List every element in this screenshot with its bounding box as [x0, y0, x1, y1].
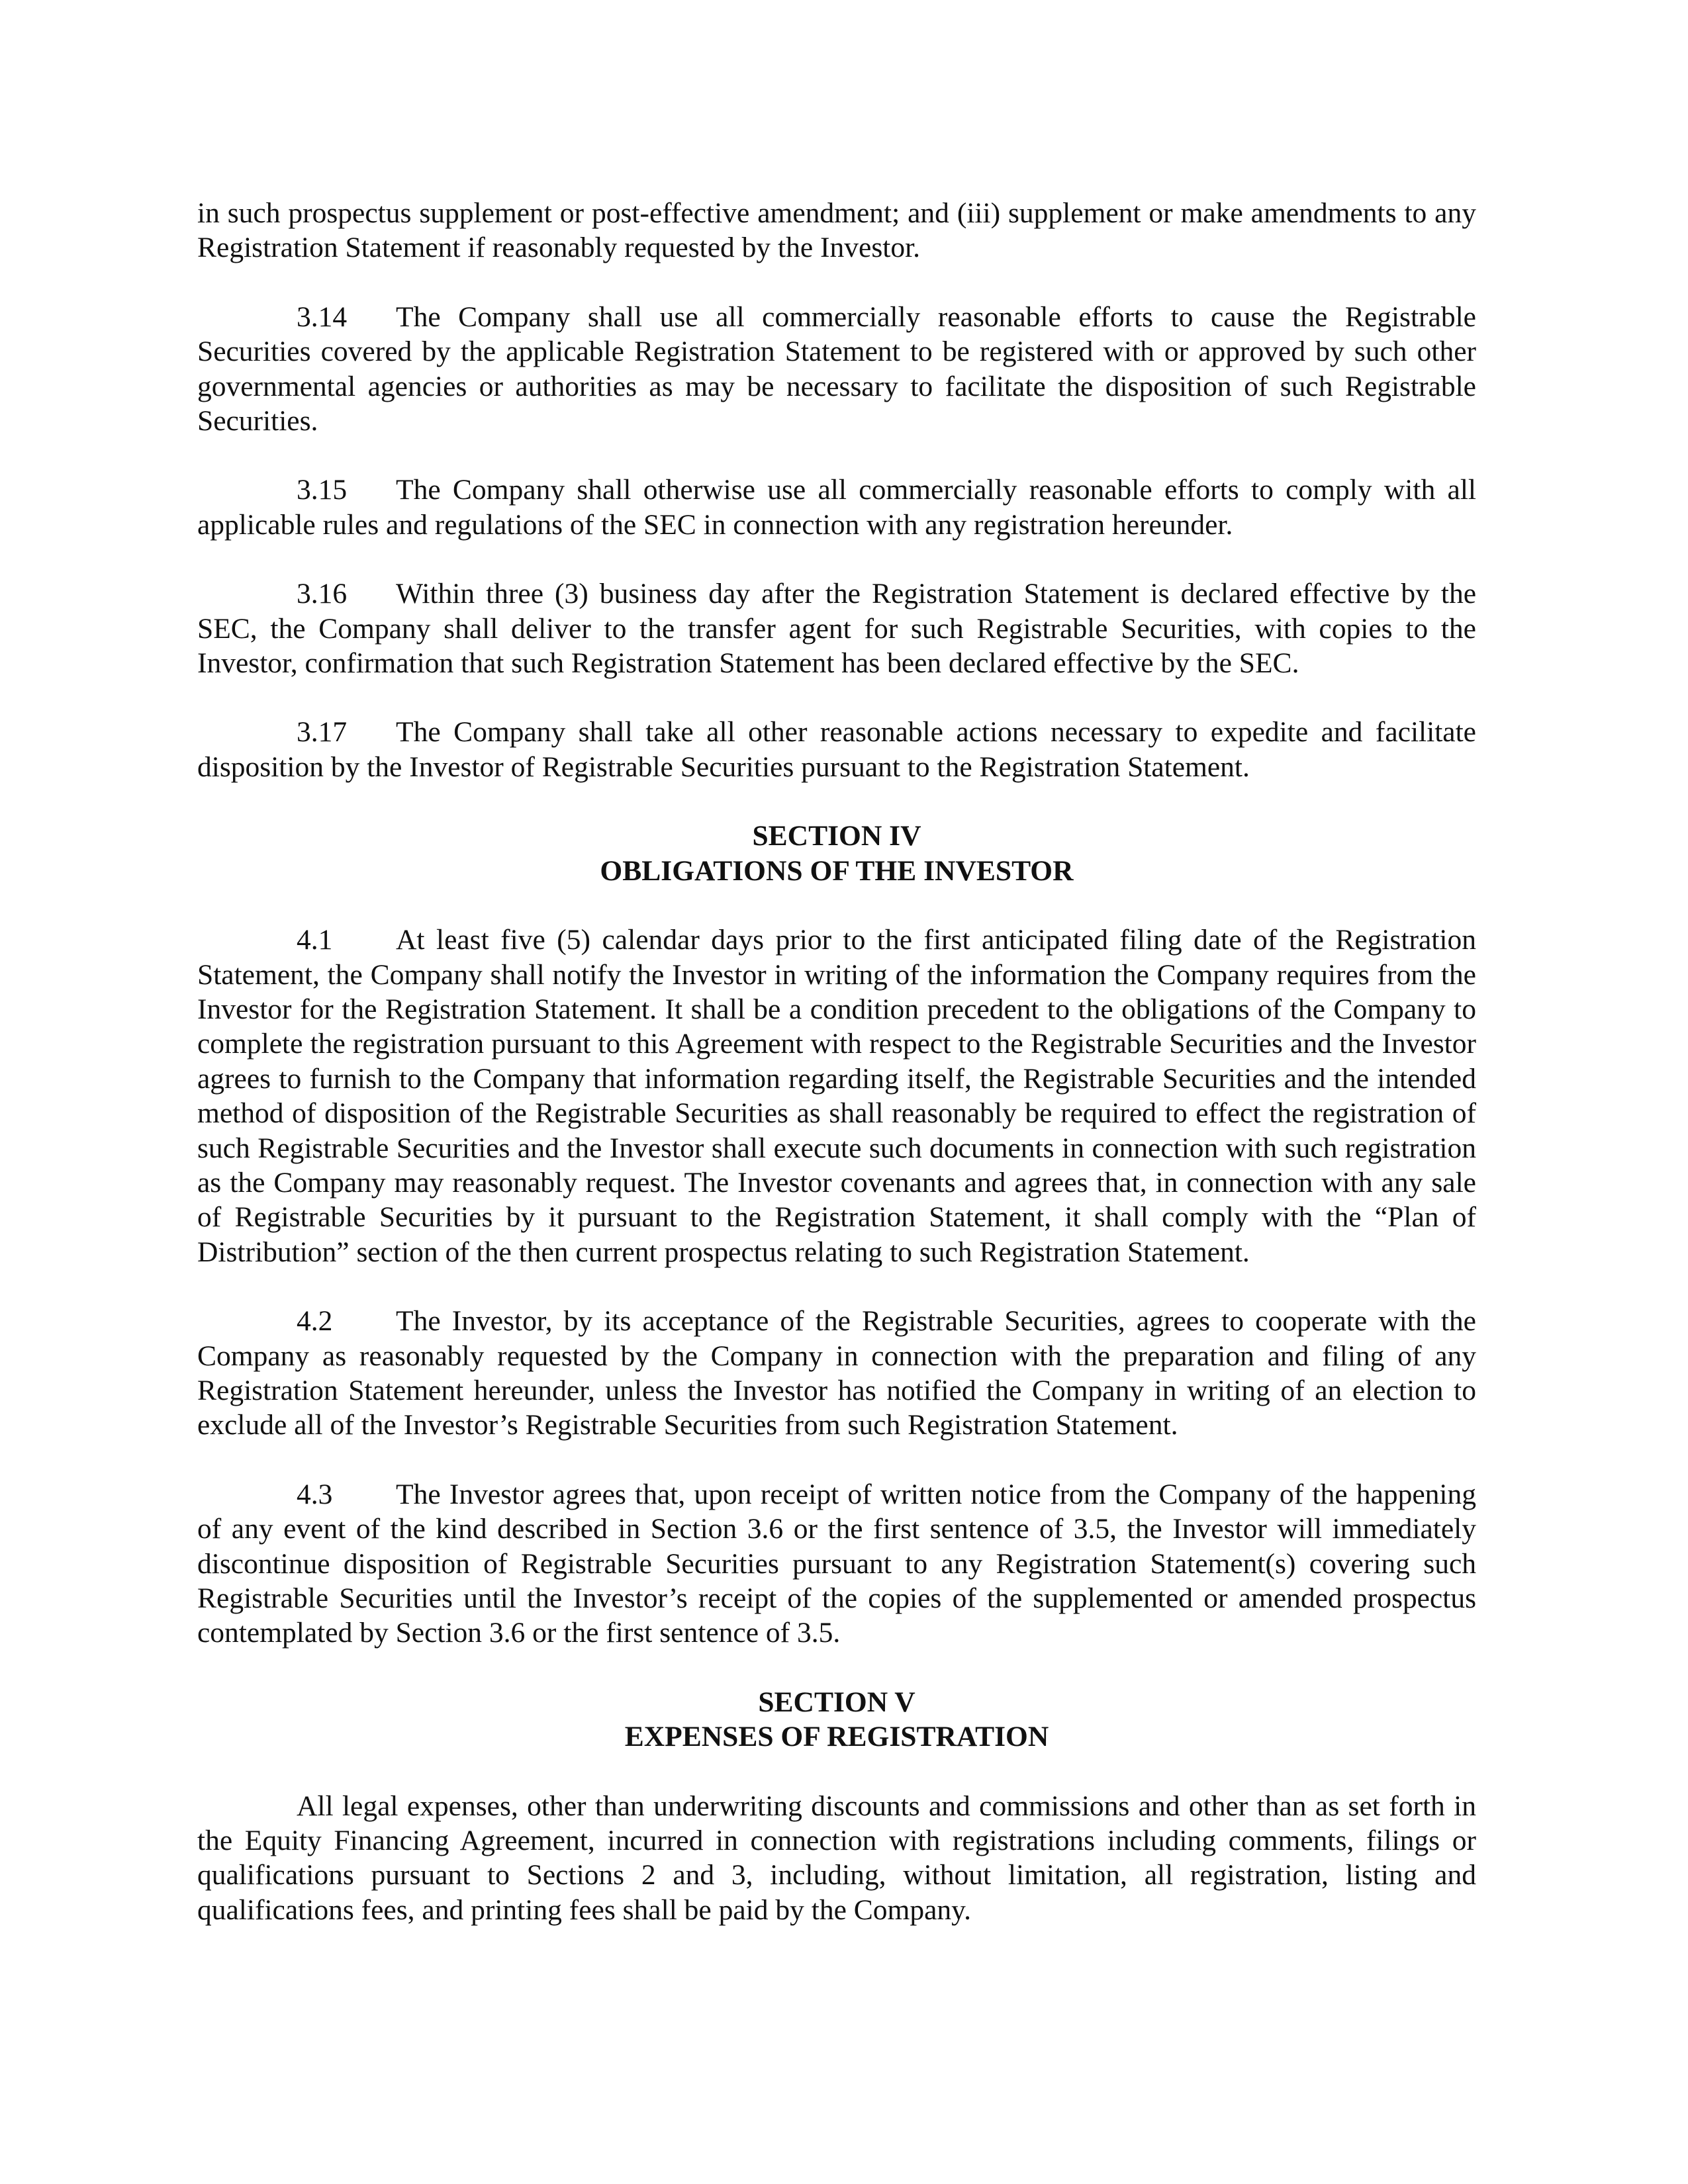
paragraph-text: Within three (3) business day after the Registration Statement is declared effective by the SEC, the Company shall deliver to the transfer agent for such Registrable Securities, with copies to the Investor, confirmation that such Registration Statement has been declared effective by the SEC.	[197, 578, 1476, 680]
expenses-paragraph: All legal expenses, other than underwriting discounts and commissions and other than as set forth in the Equity Financing Agreement, incurred in connection with registrations including comments, filings or qualifications pursuant to Sections 2 and 3, including, without limitation, all registration, listing and qualifications fees, and printing fees shall be paid by the Company.	[197, 1790, 1476, 1926]
paragraph-3-15	[197, 473, 1476, 542]
paragraph-text: At least five (5) calendar days prior to the first anticipated filing date of the Registration Statement, the Company shall notify the Investor in writing of the information the Company requires from the Investor for the Registration Statement. It shall be a condition precedent to the obligations of the Company to complete the registration pursuant to this Agreement with respect to the Registrable Securities and the Investor agrees to furnish to the Company that information regarding itself, the Registrable Securities and the intended method of disposition of the Registrable Securities as shall reasonably be required to effect the registration of such Registrable Securities and the Investor shall execute such documents in connection with such registration as the Company may reasonably request. The Investor covenants and agrees that, in connection with any sale of Registrable Securities by it pursuant to the Registration Statement, it shall comply with the “Plan of Distribution” section of the then current prospectus relating to such Registration Statement.	[197, 924, 1476, 1268]
section-title: EXPENSES OF REGISTRATION	[624, 1721, 1049, 1753]
paragraph-3-17	[197, 715, 1476, 784]
paragraph-4-1	[197, 923, 1476, 1269]
paragraph-number: 4.2	[297, 1305, 333, 1338]
paragraph-text: The Company shall otherwise use all commercially reasonable efforts to comply with all applicable rules and regulations of the SEC in connection with any registration hereunder.	[197, 474, 1476, 541]
paragraph-text: The Company shall use all commercially reasonable efforts to cause the Registrable Securities covered by the applicable Registration Statement to be registered with or approved by such other governmental agencies or authorities as may be necessary to facilitate the disposition of such Registrable Securities.	[197, 300, 1476, 437]
section-title: OBLIGATIONS OF THE INVESTOR	[600, 854, 1074, 887]
section-label: SECTION V	[758, 1686, 915, 1718]
paragraph-number: 3.15	[297, 474, 348, 506]
section-5-heading	[197, 1685, 1476, 1754]
section-4-heading	[197, 819, 1476, 888]
paragraph-number: 3.14	[297, 300, 348, 333]
paragraph-text: The Investor, by its acceptance of the Registrable Securities, agrees to cooperate with the Company as reasonably requested by the Company in connection with the preparation and filing of any Registration Statement hereunder, unless the Investor has notified the Company in writing of an election to exclude all of the Investor’s Registrable Securities from such Registration Statement.	[197, 1305, 1476, 1441]
document-page	[197, 196, 1476, 1962]
paragraph-3-16	[197, 576, 1476, 680]
paragraph-text: The Company shall take all other reasonable actions necessary to expedite and facilitate disposition by the Investor of Registrable Securities pursuant to the Registration Statement.	[197, 716, 1476, 783]
paragraph-3-14	[197, 300, 1476, 439]
paragraph-number: 4.1	[297, 924, 333, 956]
section-label: SECTION IV	[752, 820, 921, 852]
paragraph-number: 4.3	[297, 1478, 333, 1510]
continued-paragraph: in such prospectus supplement or post-effective amendment; and (iii) supplement or make amendments to any Registration Statement if reasonably requested by the Investor.	[197, 197, 1476, 264]
paragraph-text: The Investor agrees that, upon receipt of written notice from the Company of the happening of any event of the kind described in Section 3.6 or the first sentence of 3.5, the Investor will immediately discontinue disposition of Registrable Securities pursuant to any Registration Statement(s) covering such Registrable Securities until the Investor’s receipt of the copies of the supplemented or amended prospectus contemplated by Section 3.6 or the first sentence of 3.5.	[197, 1478, 1476, 1649]
paragraph-4-2	[197, 1304, 1476, 1443]
paragraph-4-3	[197, 1477, 1476, 1651]
paragraph-number: 3.17	[297, 716, 348, 749]
paragraph-number: 3.16	[297, 578, 348, 610]
